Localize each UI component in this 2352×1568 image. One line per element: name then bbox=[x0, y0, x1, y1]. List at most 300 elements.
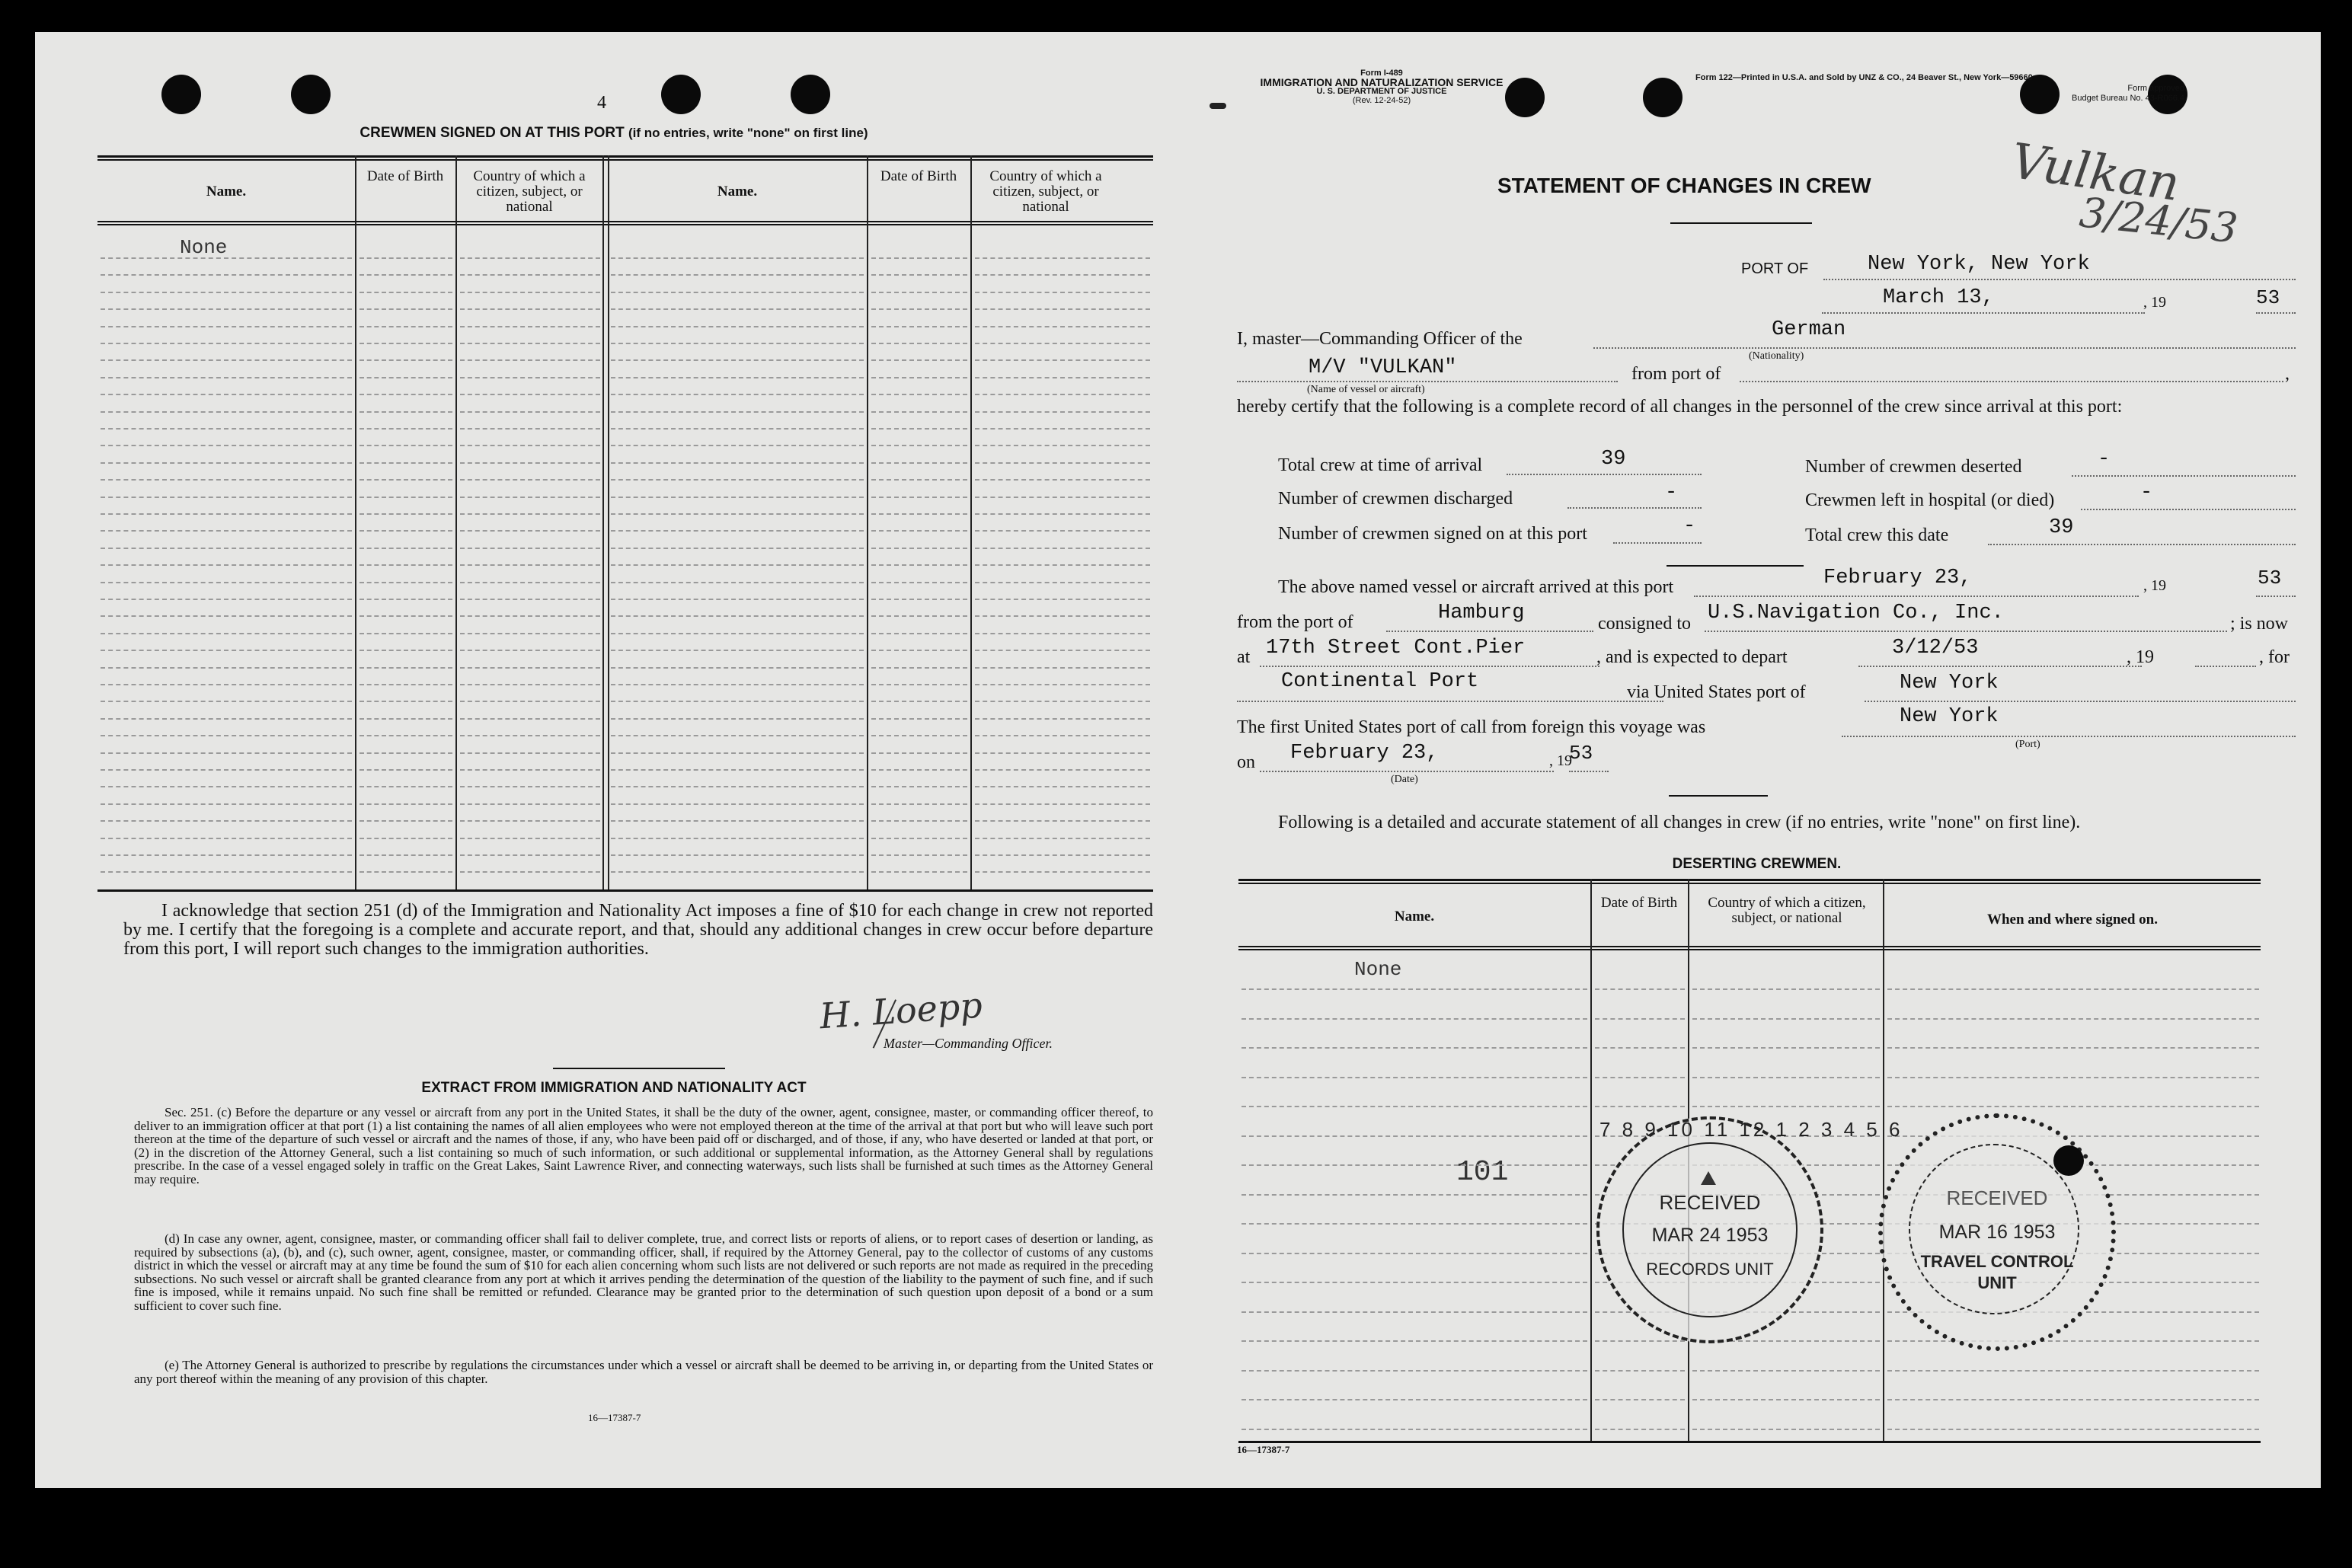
date-line bbox=[1822, 312, 2145, 314]
row-rule bbox=[975, 838, 1150, 839]
row-rule bbox=[101, 445, 352, 446]
row-rule bbox=[871, 308, 967, 310]
row-rule bbox=[101, 684, 352, 685]
row-rule bbox=[871, 343, 967, 344]
row-rule bbox=[871, 803, 967, 805]
stat-line bbox=[2072, 475, 2296, 477]
row-rule bbox=[871, 530, 967, 532]
footer-code: 16—17387-7 bbox=[1237, 1444, 1290, 1455]
row-rule bbox=[611, 497, 864, 498]
punch-hole bbox=[1643, 78, 1683, 117]
row-rule bbox=[611, 274, 864, 276]
at-label: at bbox=[1237, 647, 1251, 667]
arrived-line bbox=[1694, 596, 2139, 597]
row-rule bbox=[871, 394, 967, 395]
consignee: U.S.Navigation Co., Inc. bbox=[1708, 602, 2004, 624]
row-rule bbox=[975, 599, 1150, 600]
row-rule bbox=[871, 462, 967, 464]
row-rule bbox=[871, 701, 967, 702]
row-rule bbox=[975, 820, 1150, 822]
handwritten-date: 3/24/53 bbox=[2077, 188, 2240, 253]
table-header-rule bbox=[97, 224, 1153, 225]
row-rule bbox=[1595, 1429, 1685, 1430]
table-header-rule bbox=[97, 221, 1153, 222]
column-header-country: Country of which a citizen, subject, or national bbox=[473, 168, 586, 215]
row-rule bbox=[611, 462, 864, 464]
row-rule bbox=[611, 564, 864, 566]
row-rule bbox=[1242, 1164, 1587, 1166]
row-rule bbox=[360, 718, 452, 720]
row-rule bbox=[871, 479, 967, 481]
handwritten-vessel-note: Vulkan bbox=[2007, 133, 2184, 213]
row-rule bbox=[101, 394, 352, 395]
row-rule bbox=[611, 257, 864, 259]
row-rule bbox=[460, 497, 600, 498]
vessel-line bbox=[1237, 381, 1618, 382]
row-rule bbox=[975, 701, 1150, 702]
row-rule bbox=[1242, 1311, 1587, 1313]
stamp-unit: TRAVEL CONTROL bbox=[1920, 1252, 2074, 1271]
row-rule bbox=[460, 599, 600, 600]
year-line bbox=[2256, 596, 2296, 597]
row-rule bbox=[975, 615, 1150, 617]
row-rule bbox=[871, 377, 967, 378]
divider bbox=[1667, 565, 1804, 567]
row-rule bbox=[460, 308, 600, 310]
row-rule bbox=[871, 326, 967, 327]
year-prefix: , 19 bbox=[2143, 577, 2166, 594]
row-rule bbox=[360, 497, 452, 498]
row-rule bbox=[460, 411, 600, 413]
row-rule bbox=[460, 343, 600, 344]
row-rule bbox=[1242, 1135, 1587, 1137]
row-rule bbox=[871, 513, 967, 515]
row-rule bbox=[1887, 1106, 2259, 1107]
stamp-date: MAR 16 1953 bbox=[1938, 1222, 2056, 1243]
row-rule bbox=[975, 735, 1150, 736]
row-rule bbox=[101, 411, 352, 413]
row-rule bbox=[101, 633, 352, 634]
location-line bbox=[1260, 666, 1599, 667]
row-rule bbox=[360, 786, 452, 787]
stat-label-deserted: Number of crewmen deserted bbox=[1805, 457, 2022, 477]
column-divider bbox=[355, 155, 356, 889]
date-year-line bbox=[2256, 312, 2296, 314]
row-rule bbox=[460, 684, 600, 685]
stamp-received: RECEIVED bbox=[1946, 1186, 2048, 1209]
row-rule bbox=[611, 359, 864, 361]
row-rule bbox=[360, 292, 452, 293]
row-rule bbox=[871, 615, 967, 617]
row-rule bbox=[460, 838, 600, 839]
row-rule bbox=[871, 359, 967, 361]
row-rule bbox=[871, 820, 967, 822]
vessel-name: M/V "VULKAN" bbox=[1309, 356, 1457, 379]
signature: H. Loepp bbox=[818, 984, 984, 1037]
stat-value-deserted: - bbox=[2098, 448, 2111, 471]
row-rule bbox=[460, 735, 600, 736]
row-rule bbox=[101, 838, 352, 839]
row-rule bbox=[975, 752, 1150, 754]
entry-none: None bbox=[1354, 958, 1402, 981]
row-rule bbox=[101, 343, 352, 344]
row-rule bbox=[871, 838, 967, 839]
row-rule bbox=[460, 479, 600, 481]
form-title: STATEMENT OF CHANGES IN CREW bbox=[1497, 174, 1871, 197]
row-rule bbox=[611, 394, 864, 395]
row-rule bbox=[360, 735, 452, 736]
stat-line bbox=[1507, 474, 1702, 475]
stamp-clock-ring: 7 8 9 10 11 12 1 2 3 4 5 6 bbox=[1599, 1118, 1903, 1141]
row-rule bbox=[975, 718, 1150, 720]
row-rule bbox=[611, 513, 864, 515]
row-rule bbox=[975, 326, 1150, 327]
row-rule bbox=[871, 274, 967, 276]
column-header-name: Name. bbox=[1394, 909, 1435, 925]
year-prefix: , 19 bbox=[2127, 647, 2154, 667]
row-rule bbox=[101, 752, 352, 754]
stamp-unit-2: UNIT bbox=[1977, 1273, 2017, 1292]
column-divider bbox=[608, 155, 609, 889]
arrived-year: 53 bbox=[2258, 567, 2282, 589]
row-rule bbox=[975, 428, 1150, 430]
column-header-dob: Date of Birth bbox=[880, 168, 957, 184]
punch-hole bbox=[161, 75, 201, 114]
row-rule bbox=[101, 735, 352, 736]
row-rule bbox=[1595, 1340, 1685, 1342]
row-rule bbox=[871, 497, 967, 498]
stat-value-total-this-date: 39 bbox=[2049, 516, 2074, 539]
column-divider bbox=[867, 155, 868, 889]
consigned-line bbox=[1705, 631, 2227, 632]
row-rule bbox=[611, 326, 864, 327]
row-rule bbox=[101, 701, 352, 702]
row-rule bbox=[101, 564, 352, 566]
row-rule bbox=[101, 257, 352, 259]
row-rule bbox=[1242, 1194, 1587, 1196]
comma: , bbox=[2285, 364, 2290, 384]
date-year: 53 bbox=[2256, 286, 2280, 309]
row-rule bbox=[360, 820, 452, 822]
row-rule bbox=[975, 803, 1150, 805]
stat-value-discharged: - bbox=[1665, 481, 1678, 504]
row-rule bbox=[975, 411, 1150, 413]
row-rule bbox=[101, 326, 352, 327]
row-rule bbox=[460, 257, 600, 259]
column-header-name: Name. bbox=[206, 184, 247, 200]
row-rule bbox=[460, 274, 600, 276]
printer-note: Form 122—Printed in U.S.A. and Sold by UNZ & CO., 24 Beaver St., New York—59660 bbox=[1695, 73, 2033, 82]
row-rule bbox=[360, 257, 452, 259]
row-rule bbox=[360, 803, 452, 805]
row-rule bbox=[360, 462, 452, 464]
row-rule bbox=[360, 615, 452, 617]
table-bottom-rule bbox=[97, 889, 1153, 892]
row-rule bbox=[611, 582, 864, 583]
column-header-country: Country of which a citizen, subject, or national bbox=[1708, 895, 1866, 926]
row-rule bbox=[975, 359, 1150, 361]
extract-section-d: (d) In case any owner, agent, consignee, master, or commanding officer shall fail to deliver complete, true, and correct lists or reports of aliens, or to report cases of desertion or landing, as required by subsections (a), (b), and (c), such owner, agent, consignee, master, or commanding officer, shall, if required by the Attorney General, pay to the collector of customs of any customs district in which the vessel or aircraft may at any time be found the sum of $10 for each alien concerning whom such lists are not delivered or such reports are not made as required in the preceding subsections. No such vessel or aircraft shall be granted clearance from any port at which it arrives pending the determination of the question of the liability to the payment of such fine, and if such fine is imposed, while it remains unpaid. No such fine shall be remitted or refunded. Clearance may be granted prior to the determination of such question upon deposit of a bond or a sum sufficient to cover such fine. bbox=[134, 1231, 1153, 1313]
stat-label-hospital: Crewmen left in hospital (or died) bbox=[1805, 490, 2055, 510]
report-date: March 13, bbox=[1883, 286, 1994, 309]
table-header-rule bbox=[1238, 946, 2261, 947]
row-rule bbox=[360, 308, 452, 310]
row-rule bbox=[1887, 1018, 2259, 1020]
row-rule bbox=[1595, 988, 1685, 990]
acknowledgement-text: I acknowledge that section 251 (d) of the Immigration and Nationality Act imposes a fine of $10 for each change in crew not reported by me. I certify that the foregoing is a complete and accurate report, and that, should any additional changes in crew occur before departure from this port, I will report such changes to the immigration authorities. bbox=[123, 901, 1153, 959]
row-rule bbox=[611, 735, 864, 736]
consigned-label: consigned to bbox=[1598, 614, 1691, 634]
row-rule bbox=[611, 718, 864, 720]
row-rule bbox=[1887, 1399, 2259, 1400]
table-top-rule bbox=[1238, 883, 2261, 884]
row-rule bbox=[975, 871, 1150, 873]
row-rule bbox=[460, 428, 600, 430]
row-rule bbox=[101, 428, 352, 430]
stat-label-total-this-date: Total crew this date bbox=[1805, 525, 1949, 545]
row-rule bbox=[975, 633, 1150, 634]
destination-line bbox=[1237, 701, 1663, 702]
row-rule bbox=[460, 292, 600, 293]
footer-code: 16—17387-7 bbox=[588, 1412, 641, 1423]
row-rule bbox=[611, 615, 864, 617]
row-rule bbox=[611, 633, 864, 634]
row-rule bbox=[460, 548, 600, 549]
row-rule bbox=[871, 445, 967, 446]
row-rule bbox=[611, 650, 864, 651]
row-rule bbox=[360, 513, 452, 515]
depart-date: 3/12/53 bbox=[1892, 637, 1979, 659]
row-rule bbox=[460, 769, 600, 771]
row-rule bbox=[101, 786, 352, 787]
row-rule bbox=[1692, 1370, 1880, 1372]
right-page bbox=[1193, 32, 2321, 1488]
row-rule bbox=[611, 684, 864, 685]
row-rule bbox=[975, 257, 1150, 259]
column-header-country: Country of which a citizen, subject, or national bbox=[989, 168, 1102, 215]
row-rule bbox=[975, 564, 1150, 566]
row-rule bbox=[871, 871, 967, 873]
row-rule bbox=[460, 871, 600, 873]
year-prefix: , 19 bbox=[1549, 752, 1572, 769]
divider bbox=[553, 1068, 725, 1069]
stat-value-total-arrival: 39 bbox=[1601, 448, 1626, 471]
row-rule bbox=[1242, 1018, 1587, 1020]
column-header-dob: Date of Birth bbox=[1600, 895, 1678, 911]
vessel-caption: (Name of vessel or aircraft) bbox=[1307, 384, 1425, 395]
first-port-label: The first United States port of call from foreign this voyage was bbox=[1237, 717, 1706, 737]
depart-line bbox=[1858, 666, 2142, 667]
row-rule bbox=[1887, 988, 2259, 990]
row-rule bbox=[101, 803, 352, 805]
row-rule bbox=[611, 428, 864, 430]
row-rule bbox=[975, 394, 1150, 395]
row-rule bbox=[611, 667, 864, 669]
row-rule bbox=[360, 701, 452, 702]
row-rule bbox=[460, 582, 600, 583]
divider bbox=[1669, 795, 1768, 797]
date-caption: (Date) bbox=[1391, 774, 1418, 785]
for-label: , for bbox=[2259, 647, 2290, 667]
row-rule bbox=[460, 752, 600, 754]
row-rule bbox=[360, 667, 452, 669]
column-header-dob: Date of Birth bbox=[366, 168, 444, 184]
row-rule bbox=[975, 479, 1150, 481]
row-rule bbox=[871, 718, 967, 720]
master-label: I, master—Commanding Officer of the bbox=[1237, 329, 1523, 349]
stat-value-hospital: - bbox=[2140, 481, 2153, 504]
extract-section-c: Sec. 251. (c) Before the departure or any vessel or aircraft from any port in the United States, it shall be the duty of the owner, agent, consignee, master, or commanding officer thereof, to deliver to an immigration officer at that port (1) a list containing the names of all alien employees who were not employed thereon at the time of the arrival at that port but who will leave such port thereon at the time of the departure of such vessel or aircraft and the names of those, if any, who have been paid off or discharged, and of those, if any, who have deserted or landed at that port, or (2) in the discretion of the Attorney General, such a list containing so much of such information, or such additional or supplemental information, as the Attorney General shall by regulations prescribe. In the case of a vessel engaged solely in traffic on the Great Lakes, Saint Lawrence River, and connecting waterways, such lists shall be furnished at such times as the Attorney General may require. bbox=[134, 1105, 1153, 1186]
stamp-unit: RECORDS UNIT bbox=[1646, 1260, 1774, 1279]
row-rule bbox=[360, 582, 452, 583]
row-rule bbox=[101, 377, 352, 378]
row-rule bbox=[975, 308, 1150, 310]
from-port: Hamburg bbox=[1438, 602, 1525, 624]
row-rule bbox=[460, 615, 600, 617]
row-rule bbox=[975, 513, 1150, 515]
received-stamp-records bbox=[1596, 1116, 1903, 1343]
on-date-line bbox=[1260, 771, 1554, 772]
stat-value-signed-on: - bbox=[1683, 515, 1696, 538]
row-rule bbox=[975, 667, 1150, 669]
port-of-value: New York, New York bbox=[1868, 253, 2090, 276]
form-header: Form I-489 IMMIGRATION AND NATURALIZATION SERVICE U. S. DEPARTMENT OF JUSTICE (Rev. 12-24-52) bbox=[1260, 69, 1504, 105]
row-rule bbox=[1887, 1370, 2259, 1372]
row-rule bbox=[460, 513, 600, 515]
row-rule bbox=[460, 667, 600, 669]
divider bbox=[1670, 222, 1812, 224]
row-rule bbox=[460, 377, 600, 378]
row-rule bbox=[460, 718, 600, 720]
row-rule bbox=[1242, 1106, 1587, 1107]
extract-section-e: (e) The Attorney General is authorized to prescribe by regulations the circumstances under which a vessel or aircraft shall be deemed to be arriving in, or departing from the United States or any port thereof within the meaning of any provision of this chapter. bbox=[134, 1358, 1153, 1386]
column-divider bbox=[1590, 879, 1592, 1441]
received-stamp-travel-control bbox=[1878, 1113, 2116, 1351]
table-top-rule bbox=[97, 159, 1153, 161]
row-rule bbox=[611, 752, 864, 754]
row-rule bbox=[1595, 1370, 1685, 1372]
stat-label-discharged: Number of crewmen discharged bbox=[1278, 489, 1513, 509]
row-rule bbox=[871, 650, 967, 651]
arrived-label: The above named vessel or aircraft arrived at this port bbox=[1278, 577, 1674, 597]
row-rule bbox=[360, 871, 452, 873]
stamp-received: RECEIVED bbox=[1659, 1191, 1761, 1214]
row-rule bbox=[1692, 1106, 1880, 1107]
from-line bbox=[1386, 631, 1593, 632]
row-rule bbox=[1242, 988, 1587, 990]
row-rule bbox=[975, 650, 1150, 651]
row-rule bbox=[871, 684, 967, 685]
row-rule bbox=[101, 718, 352, 720]
from-port-line bbox=[1740, 381, 2283, 382]
row-rule bbox=[1242, 1429, 1587, 1430]
table-top-rule bbox=[97, 155, 1153, 158]
row-rule bbox=[460, 854, 600, 856]
via-label: via United States port of bbox=[1627, 682, 1806, 702]
row-rule bbox=[101, 548, 352, 549]
row-rule bbox=[101, 292, 352, 293]
row-rule bbox=[1887, 1429, 2259, 1430]
via-port: New York bbox=[1900, 672, 1999, 695]
entry-none: None bbox=[180, 236, 228, 259]
row-rule bbox=[611, 530, 864, 532]
row-rule bbox=[975, 684, 1150, 685]
stat-line bbox=[1613, 542, 1702, 544]
row-rule bbox=[611, 854, 864, 856]
left-page bbox=[35, 32, 1193, 1488]
row-rule bbox=[1692, 1047, 1880, 1049]
section-title: CREWMEN SIGNED ON AT THIS PORT (if no entries, write "none" on first line) bbox=[360, 125, 868, 141]
row-rule bbox=[101, 274, 352, 276]
row-rule bbox=[611, 803, 864, 805]
record-number: 101 bbox=[1456, 1156, 1509, 1189]
row-rule bbox=[460, 803, 600, 805]
row-rule bbox=[871, 548, 967, 549]
row-rule bbox=[360, 428, 452, 430]
row-rule bbox=[1242, 1340, 1587, 1342]
row-rule bbox=[871, 599, 967, 600]
row-rule bbox=[360, 343, 452, 344]
row-rule bbox=[1242, 1282, 1587, 1283]
row-rule bbox=[871, 667, 967, 669]
punch-hole bbox=[791, 75, 830, 114]
column-divider bbox=[455, 155, 457, 889]
row-rule bbox=[460, 326, 600, 327]
on-date: February 23, bbox=[1290, 742, 1439, 765]
deserting-title: DESERTING CREWMEN. bbox=[1672, 856, 1842, 872]
row-rule bbox=[101, 599, 352, 600]
row-rule bbox=[871, 752, 967, 754]
row-rule bbox=[101, 615, 352, 617]
stat-line bbox=[1988, 544, 2296, 545]
stamp-date: MAR 24 1953 bbox=[1651, 1225, 1769, 1246]
row-rule bbox=[611, 445, 864, 446]
row-rule bbox=[1242, 1399, 1587, 1400]
row-rule bbox=[360, 650, 452, 651]
port-caption: (Port) bbox=[2015, 739, 2040, 750]
row-rule bbox=[975, 274, 1150, 276]
punch-hole bbox=[2053, 1145, 2084, 1176]
row-rule bbox=[871, 735, 967, 736]
row-rule bbox=[975, 377, 1150, 378]
row-rule bbox=[871, 582, 967, 583]
column-divider bbox=[970, 155, 972, 889]
row-rule bbox=[975, 445, 1150, 446]
row-rule bbox=[101, 479, 352, 481]
triangle-icon bbox=[1701, 1171, 1716, 1185]
row-rule bbox=[360, 838, 452, 839]
row-rule bbox=[460, 701, 600, 702]
nationality-value: German bbox=[1772, 318, 1846, 341]
row-rule bbox=[101, 359, 352, 361]
row-rule bbox=[1692, 988, 1880, 990]
row-rule bbox=[611, 308, 864, 310]
row-rule bbox=[101, 871, 352, 873]
row-rule bbox=[871, 292, 967, 293]
nationality-caption: (Nationality) bbox=[1749, 350, 1804, 362]
row-rule bbox=[975, 582, 1150, 583]
row-rule bbox=[360, 411, 452, 413]
row-rule bbox=[975, 343, 1150, 344]
row-rule bbox=[975, 292, 1150, 293]
row-rule bbox=[1595, 1018, 1685, 1020]
row-rule bbox=[611, 820, 864, 822]
row-rule bbox=[1242, 1077, 1587, 1078]
row-rule bbox=[101, 530, 352, 532]
row-rule bbox=[975, 497, 1150, 498]
page-number: 4 bbox=[597, 93, 606, 113]
row-rule bbox=[460, 786, 600, 787]
